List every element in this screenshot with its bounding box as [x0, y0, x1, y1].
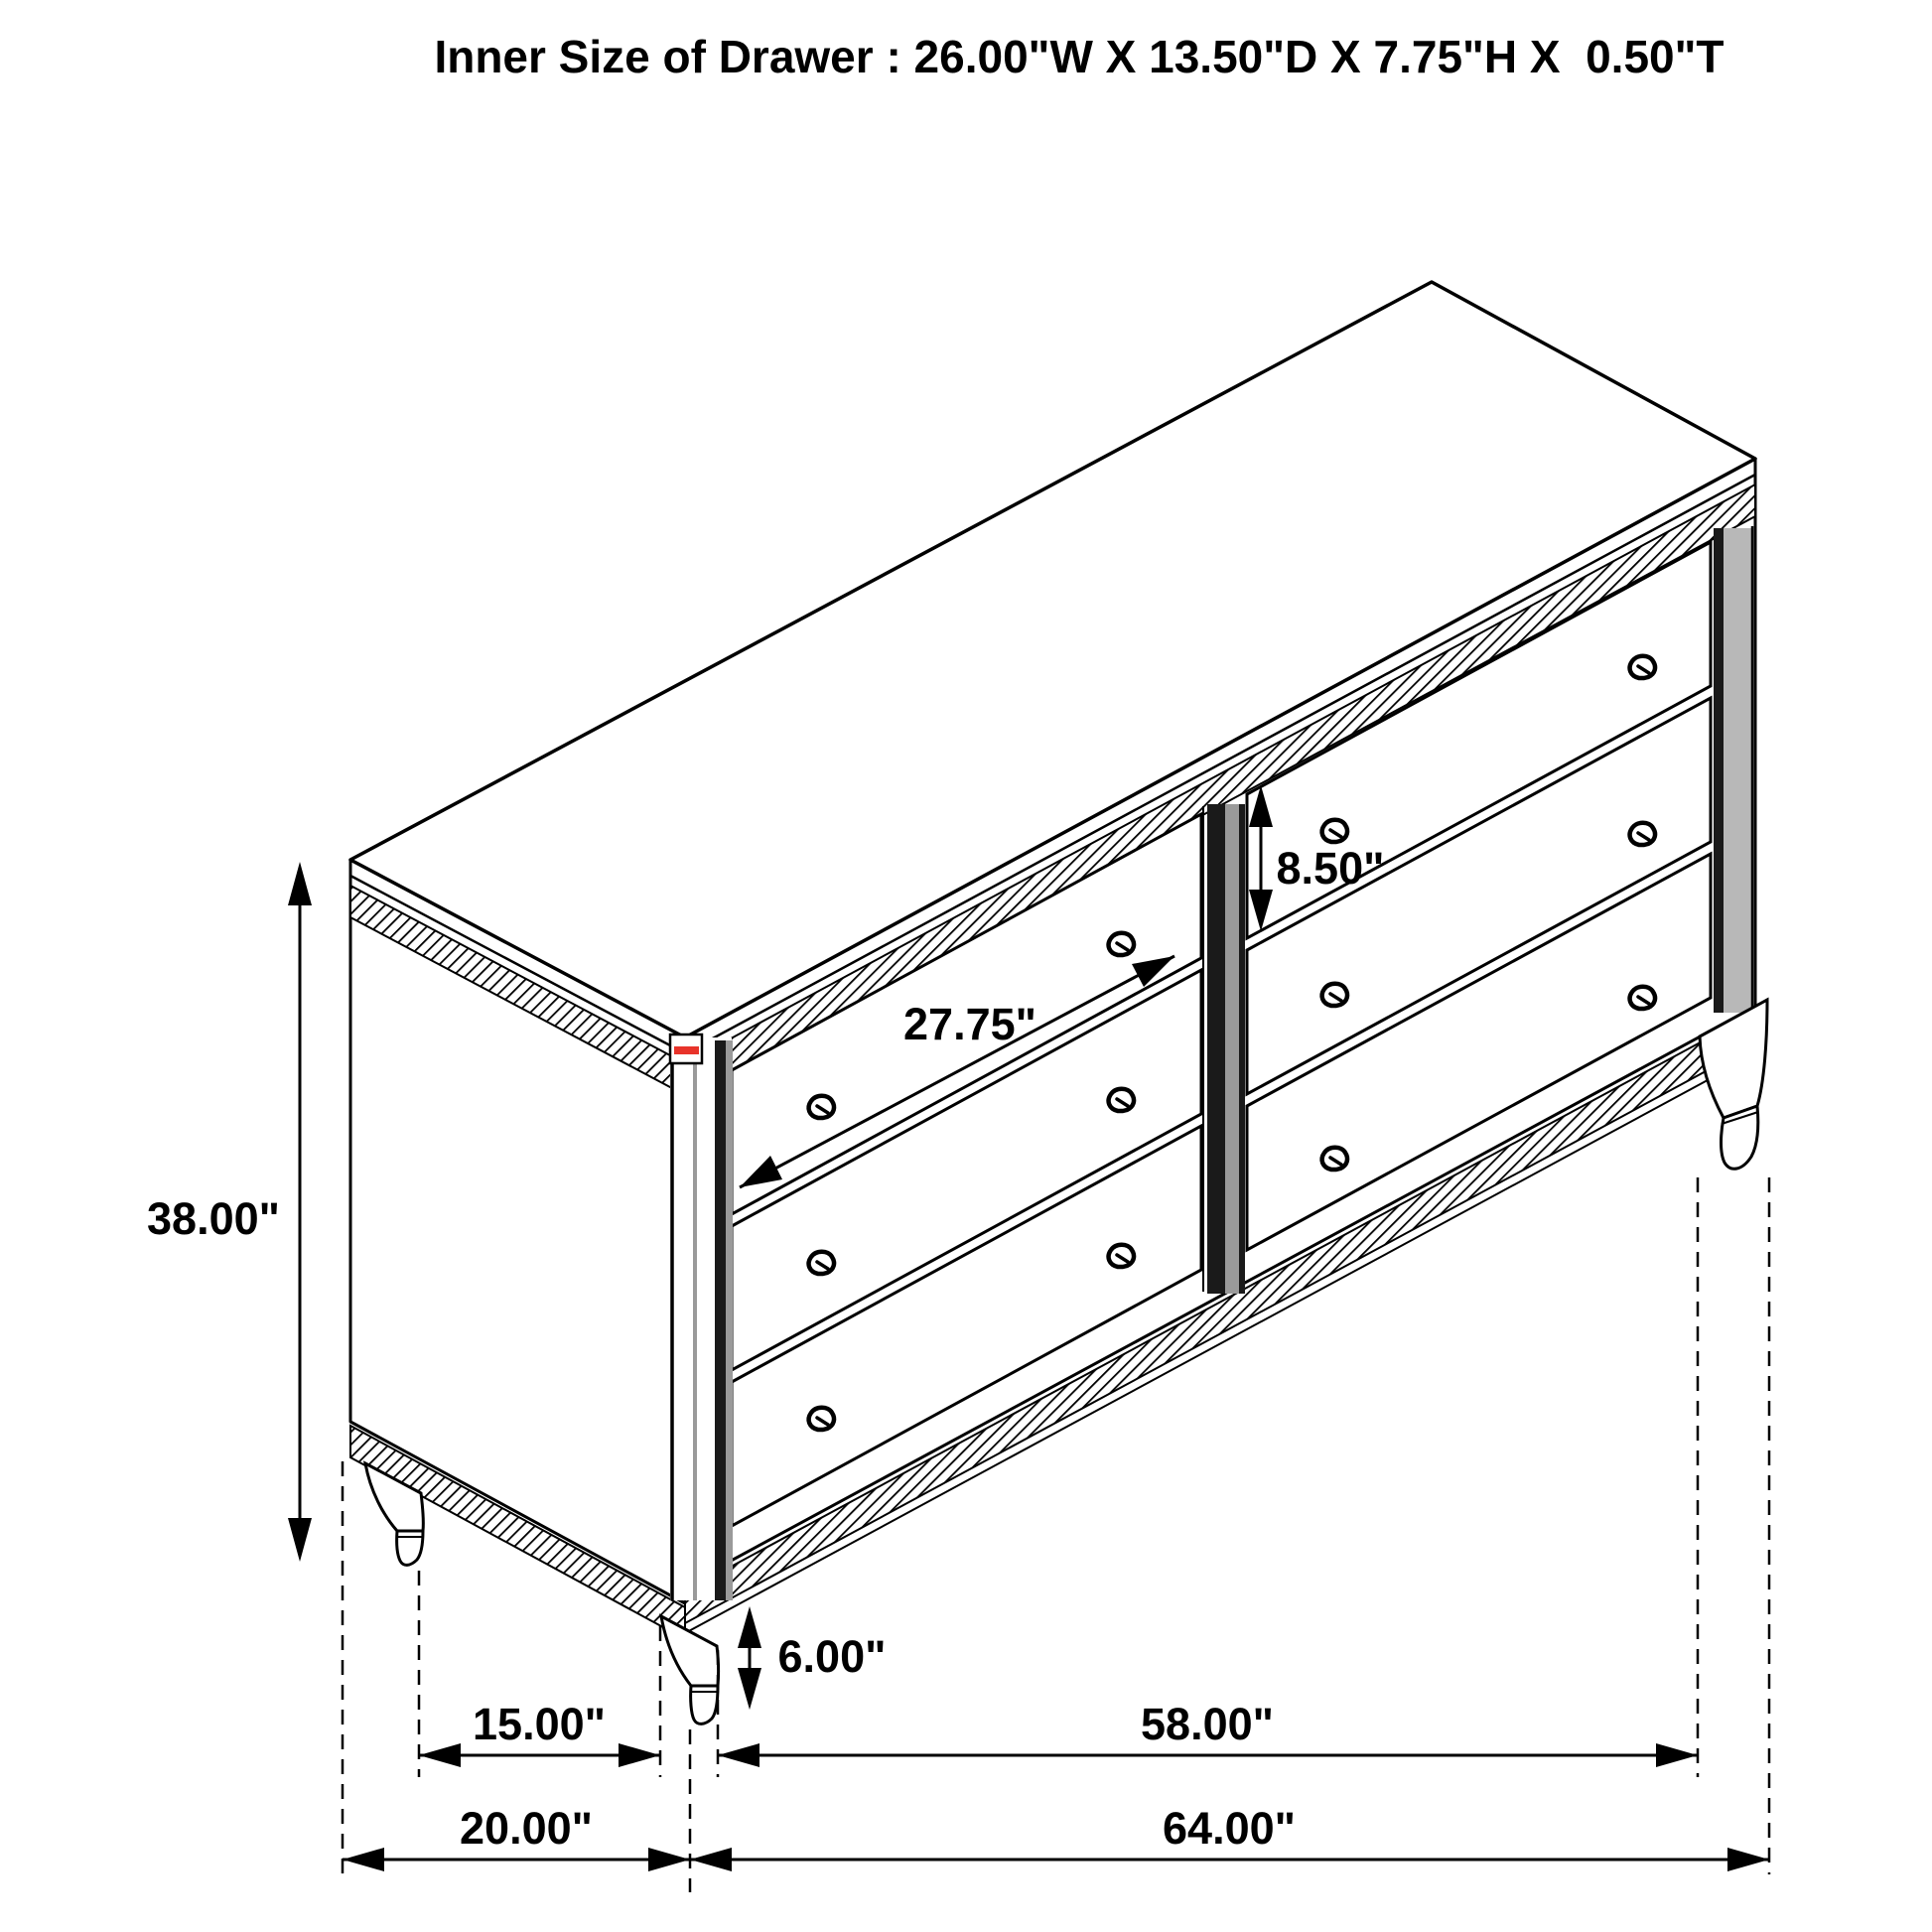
- dim-label-overall-width: 64.00": [1163, 1803, 1296, 1854]
- arrowhead: [1727, 1848, 1769, 1871]
- pillar-red-accent: [674, 1046, 699, 1054]
- drawer-knob: [809, 1096, 834, 1118]
- drawer-knob: [1630, 987, 1655, 1009]
- dim-label-overall-height: 38.00": [147, 1193, 280, 1244]
- arrowhead: [419, 1743, 461, 1767]
- dimension-leg-spacing-width: [718, 1699, 1698, 1767]
- dim-label-leg-height: 6.00": [777, 1631, 887, 1682]
- arrowhead: [343, 1848, 384, 1871]
- dim-label-overall-depth: 20.00": [460, 1803, 593, 1854]
- dim-label-drawer-front-width: 27.75": [903, 999, 1036, 1049]
- dimension-overall-height: [147, 862, 312, 1562]
- arrowhead: [1656, 1743, 1698, 1767]
- drawer-knob: [1630, 823, 1655, 845]
- drawer-knob: [1109, 1089, 1134, 1111]
- dimension-leg-height: [738, 1606, 886, 1710]
- leg-body: [661, 1616, 719, 1686]
- arrowhead: [288, 862, 312, 905]
- arrowhead: [648, 1848, 690, 1871]
- drawer-knob: [1109, 1245, 1134, 1267]
- dimension-overall-width: [690, 1803, 1769, 1871]
- dimension-leg-spacing-depth: [419, 1699, 660, 1767]
- leg-foot: [1722, 1106, 1758, 1169]
- drawer-knob: [809, 1408, 834, 1430]
- arrowhead: [738, 1668, 761, 1710]
- pillar-gray-bar: [1724, 528, 1751, 1013]
- arrowhead: [619, 1743, 660, 1767]
- pillar-dark-bar: [1714, 528, 1724, 1013]
- drawer-knob: [1630, 656, 1655, 678]
- arrowhead: [738, 1606, 761, 1648]
- dimension-overall-depth: [343, 1803, 690, 1871]
- corner-pillar-left: [670, 1035, 733, 1600]
- center-divider: [1203, 804, 1245, 1294]
- dim-label-leg-spacing-width: 58.00": [1141, 1699, 1274, 1749]
- arrowhead: [288, 1518, 312, 1562]
- drawer-knob: [1322, 984, 1347, 1006]
- leg-front: [661, 1616, 719, 1724]
- drawer-knob: [1109, 933, 1134, 955]
- corner-pillar-right: [1714, 526, 1752, 1013]
- arrowhead: [718, 1743, 759, 1767]
- dim-label-leg-spacing-depth: 15.00": [473, 1699, 606, 1749]
- divider-dark-bar: [1207, 804, 1225, 1294]
- pillar-gray-bar: [726, 1040, 733, 1600]
- divider-edge-bar: [1239, 804, 1245, 1294]
- dim-label-drawer-front-height: 8.50": [1276, 843, 1385, 894]
- divider-gray-bar: [1225, 804, 1239, 1294]
- pillar-dark-bar: [715, 1040, 726, 1600]
- drawer-knob: [809, 1252, 834, 1274]
- drawer-knob: [1322, 820, 1347, 842]
- drawer-knob: [1322, 1148, 1347, 1170]
- arrowhead: [690, 1848, 732, 1871]
- drawing-title: Inner Size of Drawer : 26.00"W X 13.50"D X 7.75"H X 0.50"T: [434, 31, 1725, 82]
